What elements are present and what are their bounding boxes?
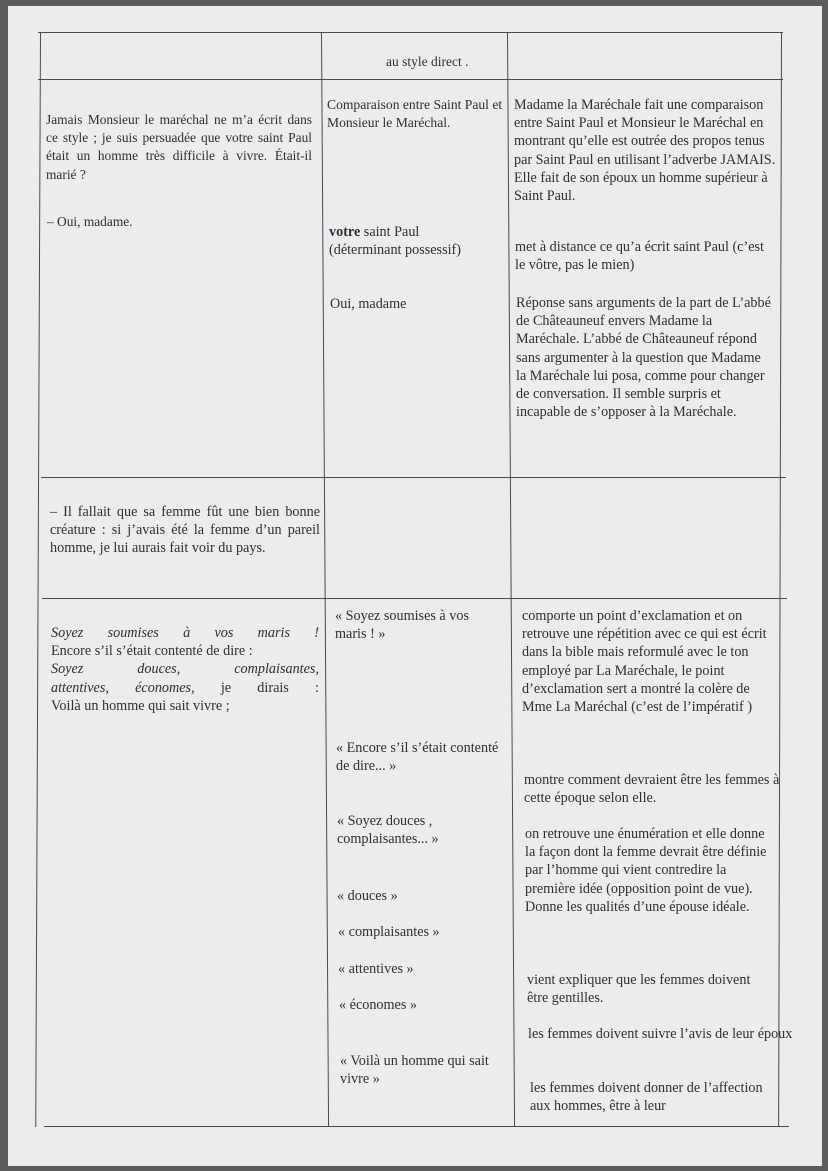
citation-line-5: Voilà un homme qui sait vivre ;	[51, 697, 230, 714]
row3-col2-quote3: « Soyez douces , complaisantes... »	[337, 813, 439, 848]
row-divider-header	[38, 79, 783, 80]
citation-line-2: Encore s’il s’était contenté de dire :	[51, 643, 253, 660]
citation-line-1: Soyez soumises à vos maris !	[51, 625, 319, 641]
row3-col1-text	[51, 624, 319, 715]
row1-col3-item2: met à distance ce qu’a écrit saint Paul (c’est le vôtre, pas le mien)	[515, 239, 764, 274]
table-border-right	[778, 32, 782, 1127]
row3-col2-quote8: « Voilà un homme qui sait vivre »	[340, 1053, 489, 1088]
row1-col1-reply: – Oui, madame.	[47, 214, 133, 229]
row3-col2-quote6: « attentives »	[338, 961, 414, 977]
row1-col3-item1: Madame la Maréchale fait une comparaison entre Saint Paul et Monsieur le Maréchal en montrant qu’elle est outrée des propos tenus par Saint Paul en utilisant l’adverbe JAMAIS. Elle fait de son époux un homme supérieur à Saint Paul.	[514, 97, 776, 205]
possessive-determiner: votre	[329, 224, 361, 240]
row1-col2-item2	[329, 223, 509, 259]
row3-col2-quote5: « complaisantes »	[338, 924, 440, 940]
row2-col1-text: – Il fallait que sa femme fût une bien bonne créature : si j’avais été la femme d’un pareil homme, je lui aurais fait voir du pays.	[50, 504, 320, 557]
citation-line-4	[51, 679, 319, 697]
row3-col3-comment4: vient expliquer que les femmes doivent être gentilles.	[527, 972, 751, 1007]
citation-line-4-italic: attentives, économes,	[51, 679, 195, 696]
row1-col2-item3: Oui, madame	[330, 296, 407, 312]
row-divider-2	[42, 598, 787, 599]
row-divider-1	[41, 477, 786, 478]
table-border-top	[38, 32, 783, 33]
saint-paul-text: saint Paul	[360, 224, 420, 240]
document-page	[8, 6, 822, 1166]
citation-line-3: Soyez douces, complaisantes,	[51, 661, 319, 678]
row1-col1-text: Jamais Monsieur le maréchal ne m’a écrit dans ce style ; je suis persuadée que votre saint Paul était un homme très difficile à vivre. Était-il marié ?	[46, 112, 312, 182]
citation-line-4-rest: je dirais :	[194, 679, 319, 696]
row3-col2-quote7: « économes »	[339, 997, 418, 1013]
possessive-note: (déterminant possessif)	[329, 242, 461, 259]
row3-col2-quote2: « Encore s’il s’était contenté de dire... »	[336, 740, 499, 775]
table-border-bottom	[44, 1126, 789, 1127]
header-col2: au style direct .	[386, 54, 469, 69]
row3-col3-comment6: les femmes doivent donner de l’affection aux hommes, être à leur	[530, 1080, 763, 1115]
row3-col3-comment5: les femmes doivent suivre l’avis de leur époux	[528, 1026, 793, 1042]
row3-col3-comment2: montre comment devraient être les femmes à cette époque selon elle.	[524, 772, 780, 807]
table-border-left	[35, 32, 41, 1127]
row3-col3-comment1: comporte un point d’exclamation et on retrouve une répétition avec ce qui est écrit dans la bible mais reformulé avec le ton employé par La Maréchale, le point d’exclamation sert a montré la colère de Mme La Maréchal (c’est de l’impératif )	[522, 608, 767, 716]
row1-col2-item1: Comparaison entre Saint Paul et Monsieur le Maréchal.	[327, 97, 503, 131]
analysis-table	[38, 32, 793, 1127]
row1-col3-item3: Réponse sans arguments de la part de L’abbé de Châteauneuf envers Madame la Maréchale. L’abbé de Châteauneuf répond sans argumenter à la question que Madame la Maréchale lui posa, comme pour changer de conversation. Il semble surpris et incapable de s’opposer à la Maréchale.	[516, 295, 771, 421]
column-divider-1	[321, 32, 329, 1127]
row3-col2-quote4: « douces »	[337, 888, 398, 904]
row3-col3-comment3: on retrouve une énumération et elle donne la façon dont la femme devrait être définie par l’homme qui vient contredire la première idée (opposition point de vue). Donne les qualités d’une épouse idéale.	[525, 826, 767, 915]
row3-col2-quote1: « Soyez soumises à vos maris ! »	[335, 608, 469, 643]
